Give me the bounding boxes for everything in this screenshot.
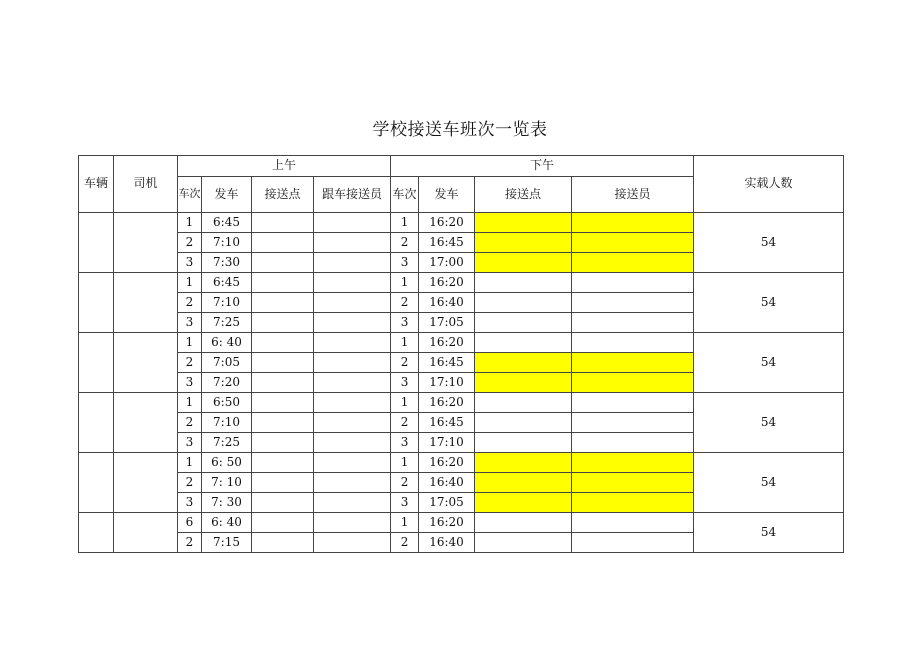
driver-cell — [114, 213, 178, 273]
pm-trip-number: 2 — [391, 413, 419, 433]
header-am-depart: 发车 — [202, 177, 252, 213]
passenger-count: 54 — [694, 213, 844, 273]
pm-trip-number: 1 — [391, 213, 419, 233]
pm-staff-cell — [572, 453, 694, 473]
am-escort-cell — [314, 313, 391, 333]
am-escort-cell — [314, 413, 391, 433]
am-depart-time: 7: 30 — [202, 493, 252, 513]
pm-depart-time: 17:05 — [419, 313, 475, 333]
pm-depart-time: 17:05 — [419, 493, 475, 513]
pm-stop-cell — [475, 513, 572, 533]
am-depart-time: 7:10 — [202, 293, 252, 313]
pm-stop-cell — [475, 353, 572, 373]
am-stop-cell — [252, 513, 314, 533]
pm-trip-number: 1 — [391, 513, 419, 533]
pm-stop-cell — [475, 433, 572, 453]
am-escort-cell — [314, 373, 391, 393]
am-trip-number: 2 — [178, 413, 202, 433]
pm-trip-number: 3 — [391, 373, 419, 393]
am-stop-cell — [252, 253, 314, 273]
pm-trip-number: 2 — [391, 473, 419, 493]
pm-staff-cell — [572, 493, 694, 513]
header-pm-staff: 接送员 — [572, 177, 694, 213]
am-escort-cell — [314, 353, 391, 373]
driver-cell — [114, 273, 178, 333]
pm-staff-cell — [572, 373, 694, 393]
am-trip-number: 3 — [178, 433, 202, 453]
pm-trip-number: 2 — [391, 293, 419, 313]
am-trip-number: 1 — [178, 333, 202, 353]
table-row — [79, 273, 844, 293]
pm-trip-number: 1 — [391, 453, 419, 473]
am-escort-cell — [314, 433, 391, 453]
am-escort-cell — [314, 493, 391, 513]
am-stop-cell — [252, 413, 314, 433]
am-stop-cell — [252, 433, 314, 453]
am-depart-time: 6:45 — [202, 273, 252, 293]
pm-staff-cell — [572, 253, 694, 273]
pm-staff-cell — [572, 313, 694, 333]
pm-stop-cell — [475, 233, 572, 253]
am-stop-cell — [252, 353, 314, 373]
pm-stop-cell — [475, 413, 572, 433]
pm-stop-cell — [475, 493, 572, 513]
pm-stop-cell — [475, 453, 572, 473]
am-escort-cell — [314, 253, 391, 273]
am-depart-time: 7:25 — [202, 433, 252, 453]
vehicle-cell — [79, 513, 114, 553]
am-depart-time: 6:50 — [202, 393, 252, 413]
am-escort-cell — [314, 453, 391, 473]
am-stop-cell — [252, 293, 314, 313]
pm-stop-cell — [475, 393, 572, 413]
pm-staff-cell — [572, 433, 694, 453]
am-stop-cell — [252, 493, 314, 513]
am-trip-number: 2 — [178, 353, 202, 373]
am-depart-time: 7:10 — [202, 413, 252, 433]
pm-stop-cell — [475, 213, 572, 233]
pm-depart-time: 17:10 — [419, 373, 475, 393]
am-escort-cell — [314, 473, 391, 493]
header-am-escort: 跟车接送员 — [314, 177, 391, 213]
pm-trip-number: 1 — [391, 393, 419, 413]
pm-stop-cell — [475, 473, 572, 493]
table-row — [79, 333, 844, 353]
am-trip-number: 2 — [178, 473, 202, 493]
page-title: 学校接送车班次一览表 — [372, 120, 548, 140]
passenger-count: 54 — [694, 333, 844, 393]
pm-trip-number: 1 — [391, 273, 419, 293]
am-trip-number: 1 — [178, 273, 202, 293]
am-stop-cell — [252, 393, 314, 413]
am-stop-cell — [252, 213, 314, 233]
am-depart-time: 6:45 — [202, 213, 252, 233]
am-trip-number: 3 — [178, 373, 202, 393]
am-depart-time: 7:05 — [202, 353, 252, 373]
pm-depart-time: 17:10 — [419, 433, 475, 453]
pm-staff-cell — [572, 353, 694, 373]
pm-depart-time: 16:45 — [419, 413, 475, 433]
pm-depart-time: 16:40 — [419, 533, 475, 553]
am-stop-cell — [252, 233, 314, 253]
am-trip-number: 1 — [178, 213, 202, 233]
am-escort-cell — [314, 333, 391, 353]
table-row — [79, 453, 844, 473]
header-pm-stop: 接送点 — [475, 177, 572, 213]
am-stop-cell — [252, 373, 314, 393]
am-depart-time: 6: 40 — [202, 513, 252, 533]
am-trip-number: 6 — [178, 513, 202, 533]
table-row — [79, 213, 844, 233]
pm-staff-cell — [572, 413, 694, 433]
header-am-trip: 车次 — [178, 177, 202, 213]
am-trip-number: 3 — [178, 313, 202, 333]
pm-depart-time: 16:45 — [419, 353, 475, 373]
driver-cell — [114, 453, 178, 513]
header-am-stop: 接送点 — [252, 177, 314, 213]
am-stop-cell — [252, 333, 314, 353]
pm-staff-cell — [572, 473, 694, 493]
pm-trip-number: 2 — [391, 233, 419, 253]
am-stop-cell — [252, 473, 314, 493]
table-row — [79, 393, 844, 413]
pm-stop-cell — [475, 293, 572, 313]
pm-trip-number: 3 — [391, 493, 419, 513]
passenger-count: 54 — [694, 513, 844, 553]
am-depart-time: 7:10 — [202, 233, 252, 253]
pm-stop-cell — [475, 373, 572, 393]
driver-cell — [114, 333, 178, 393]
header-vehicle: 车辆 — [79, 156, 114, 213]
vehicle-cell — [79, 213, 114, 273]
header-pm-trip: 车次 — [391, 177, 419, 213]
am-escort-cell — [314, 393, 391, 413]
am-escort-cell — [314, 293, 391, 313]
pm-depart-time: 16:20 — [419, 513, 475, 533]
am-depart-time: 7:20 — [202, 373, 252, 393]
am-trip-number: 2 — [178, 293, 202, 313]
pm-trip-number: 3 — [391, 433, 419, 453]
vehicle-cell — [79, 333, 114, 393]
pm-stop-cell — [475, 253, 572, 273]
am-depart-time: 7:30 — [202, 253, 252, 273]
am-escort-cell — [314, 533, 391, 553]
pm-depart-time: 16:40 — [419, 473, 475, 493]
pm-depart-time: 16:45 — [419, 233, 475, 253]
vehicle-cell — [79, 273, 114, 333]
am-depart-time: 7:25 — [202, 313, 252, 333]
am-stop-cell — [252, 313, 314, 333]
passenger-count: 54 — [694, 393, 844, 453]
pm-depart-time: 16:20 — [419, 213, 475, 233]
vehicle-cell — [79, 453, 114, 513]
am-escort-cell — [314, 273, 391, 293]
am-depart-time: 7:15 — [202, 533, 252, 553]
am-trip-number: 2 — [178, 533, 202, 553]
am-stop-cell — [252, 533, 314, 553]
am-trip-number: 1 — [178, 393, 202, 413]
header-driver: 司机 — [114, 156, 178, 213]
driver-cell — [114, 393, 178, 453]
pm-staff-cell — [572, 293, 694, 313]
pm-trip-number: 3 — [391, 253, 419, 273]
am-escort-cell — [314, 213, 391, 233]
pm-depart-time: 16:20 — [419, 393, 475, 413]
vehicle-cell — [79, 393, 114, 453]
pm-stop-cell — [475, 313, 572, 333]
pm-staff-cell — [572, 233, 694, 253]
pm-staff-cell — [572, 533, 694, 553]
passenger-count: 54 — [694, 453, 844, 513]
pm-staff-cell — [572, 213, 694, 233]
am-trip-number: 2 — [178, 233, 202, 253]
pm-trip-number: 3 — [391, 313, 419, 333]
pm-staff-cell — [572, 273, 694, 293]
passenger-count: 54 — [694, 273, 844, 333]
header-morning: 上午 — [178, 156, 391, 177]
pm-trip-number: 2 — [391, 533, 419, 553]
pm-trip-number: 1 — [391, 333, 419, 353]
pm-depart-time: 16:20 — [419, 273, 475, 293]
pm-staff-cell — [572, 513, 694, 533]
pm-trip-number: 2 — [391, 353, 419, 373]
am-depart-time: 6: 40 — [202, 333, 252, 353]
driver-cell — [114, 513, 178, 553]
pm-depart-time: 16:20 — [419, 453, 475, 473]
am-depart-time: 7: 10 — [202, 473, 252, 493]
table-row — [79, 513, 844, 533]
am-escort-cell — [314, 513, 391, 533]
pm-stop-cell — [475, 273, 572, 293]
header-pm-depart: 发车 — [419, 177, 475, 213]
pm-staff-cell — [572, 333, 694, 353]
am-depart-time: 6: 50 — [202, 453, 252, 473]
pm-depart-time: 16:20 — [419, 333, 475, 353]
pm-staff-cell — [572, 393, 694, 413]
header-afternoon: 下午 — [391, 156, 694, 177]
am-trip-number: 1 — [178, 453, 202, 473]
schedule-table — [78, 155, 844, 553]
am-stop-cell — [252, 273, 314, 293]
am-trip-number: 3 — [178, 253, 202, 273]
pm-depart-time: 16:40 — [419, 293, 475, 313]
header-passenger-count: 实载人数 — [694, 156, 844, 213]
pm-depart-time: 17:00 — [419, 253, 475, 273]
pm-stop-cell — [475, 533, 572, 553]
am-escort-cell — [314, 233, 391, 253]
pm-stop-cell — [475, 333, 572, 353]
am-stop-cell — [252, 453, 314, 473]
am-trip-number: 3 — [178, 493, 202, 513]
